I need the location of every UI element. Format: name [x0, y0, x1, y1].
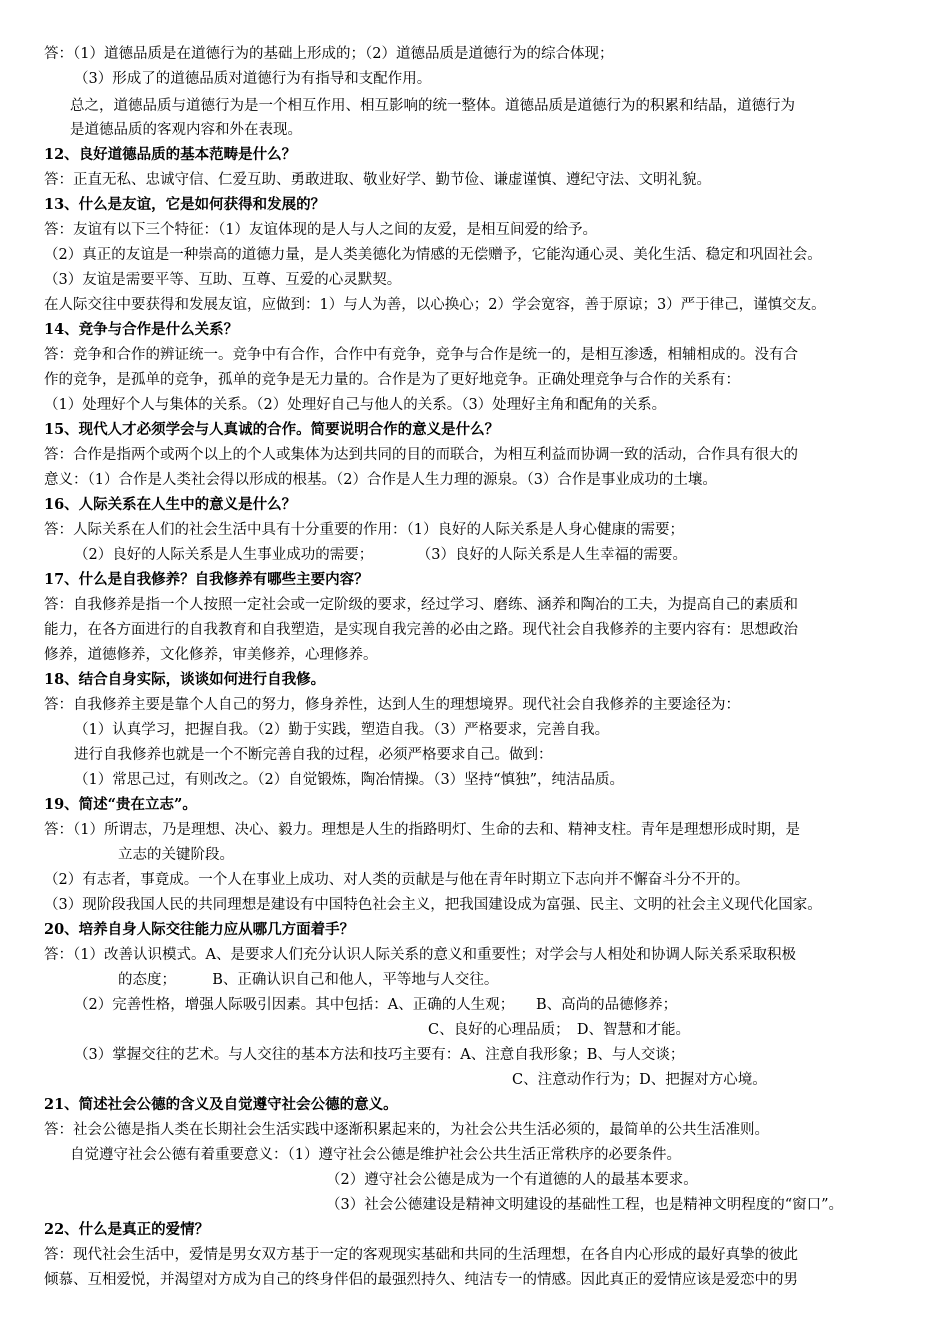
text-line: 在人际交往中要获得和发展友谊，应做到：1）与人为善，以心换心；2）学会宽容，善于原谅；3）严于律己，谨慎交友。 — [44, 297, 826, 313]
question-heading: 16、人际关系在人生中的意义是什么？ — [44, 496, 297, 513]
text-line: （3）友谊是需要平等、互助、互尊、互爱的心灵默契。 — [44, 272, 402, 288]
question-heading: 20、培养自身人际交往能力应从哪几方面着手？ — [44, 921, 355, 938]
text-line: 自觉遵守社会公德有着重要意义：（1）遵守社会公德是维护社会公共生活正常秩序的必要条件。 — [70, 1147, 681, 1163]
text-line: 意义：（1）合作是人类社会得以形成的根基。（2）合作是人生力理的源泉。（3）合作是事业成功的土壤。 — [44, 472, 717, 488]
question-heading: 21、简述社会公德的含义及自觉遵守社会公德的意义。 — [44, 1096, 398, 1113]
question-heading: 19、简述“贵在立志”。 — [44, 796, 197, 813]
text-line: （2）完善性格，增强人际吸引因素。其中包括：A、正确的人生观； B、高尚的品德修养； — [74, 997, 678, 1013]
text-line: C、注意动作行为；D、把握对方心境。 — [512, 1072, 767, 1088]
text-line: 是道德品质的客观内容和外在表现。 — [70, 122, 302, 138]
text-line: 答：自我修养主要是靠个人自己的努力，修身养性，达到人生的理想境界。现代社会自我修养的主要途径为： — [44, 697, 740, 713]
text-line: 修养，道德修养，文化修养，审美修养，心理修养。 — [44, 647, 378, 663]
text-line: （2）遵守社会公德是成为一个有道德的人的最基本要求。 — [326, 1172, 698, 1188]
text-line: 答：竞争和合作的辨证统一。竞争中有合作，合作中有竞争，竞争与合作是统一的，是相互渗透，相辅相成的。没有合 — [44, 347, 798, 363]
text-line: （3）社会公德建设是精神文明建设的基础性工程，也是精神文明程度的“窗口”。 — [326, 1197, 844, 1213]
text-line: （2）真正的友谊是一种崇高的道德力量，是人类美德化为情感的无偿赠予，它能沟通心灵、美化生活、稳定和巩固社会。 — [44, 247, 822, 263]
text-line: 立志的关键阶段。 — [118, 847, 234, 863]
text-line: 答：自我修养是指一个人按照一定社会或一定阶级的要求，经过学习、磨练、涵养和陶冶的工夫，为提高自己的素质和 — [44, 597, 798, 613]
text-line: 倾慕、互相爱悦，并渴望对方成为自己的终身伴侣的最强烈持久、纯洁专一的情感。因此真正的爱情应该是爱恋中的男 — [44, 1272, 798, 1288]
text-line: 作的竞争，是孤单的竞争，孤单的竞争是无力量的。合作是为了更好地竞争。正确处理竞争与合作的关系有： — [44, 372, 740, 388]
text-line: 答：正直无私、忠诚守信、仁爱互助、勇敢进取、敬业好学、勤节俭、谦虚谨慎、遵纪守法、文明礼貌。 — [44, 172, 711, 188]
text-line: 能力，在各方面进行的自我教育和自我塑造，是实现自我完善的必由之路。现代社会自我修养的主要内容有：思想政治 — [44, 622, 798, 638]
text-line: 的态度； B、正确认识自己和他人，平等地与人交往。 — [118, 972, 499, 988]
question-heading: 14、竞争与合作是什么关系？ — [44, 321, 239, 338]
text-line: 答：合作是指两个或两个以上的个人或集体为达到共同的目的而联合，为相互利益而协调一致的活动，合作具有很大的 — [44, 447, 798, 463]
text-line: （3）掌握交往的艺术。与人交往的基本方法和技巧主要有：A、注意自我形象；B、与人交谈； — [74, 1047, 685, 1063]
text-line: （3）形成了的道德品质对道德行为有指导和支配作用。 — [74, 71, 432, 87]
text-line: 答：（1）所谓志，乃是理想、决心、毅力。理想是人生的指路明灯、生命的去和、精神支柱。青年是理想形成时期，是 — [44, 822, 800, 838]
text-line: （1）认真学习，把握自我。（2）勤于实践，塑造自我。（3）严格要求，完善自我。 — [74, 722, 610, 738]
text-line: 进行自我修养也就是一个不断完善自我的过程，必须严格要求自己。做到： — [74, 747, 553, 763]
question-heading: 17、什么是自我修养？自我修养有哪些主要内容？ — [44, 571, 369, 588]
question-heading: 13、什么是友谊，它是如何获得和发展的？ — [44, 196, 326, 213]
text-line: 答：社会公德是指人类在长期社会生活实践中逐渐积累起来的，为社会公共生活必须的，最简单的公共生活准则。 — [44, 1122, 769, 1138]
text-line: 答：现代社会生活中，爱情是男女双方基于一定的客观现实基础和共同的生活理想，在各自内心形成的最好真挚的彼此 — [44, 1247, 798, 1263]
question-heading: 12、良好道德品质的基本范畴是什么？ — [44, 146, 297, 163]
text-line: 答：友谊有以下三个特征：（1）友谊体现的是人与人之间的友爱，是相互间爱的给予。 — [44, 222, 597, 238]
text-line: （1）处理好个人与集体的关系。（2）处理好自己与他人的关系。（3）处理好主角和配角的关系。 — [44, 397, 667, 413]
text-line: 答：（1）道德品质是在道德行为的基础上形成的；（2）道德品质是道德行为的综合体现； — [44, 46, 614, 62]
text-line: 答：人际关系在人们的社会生活中具有十分重要的作用：（1）良好的人际关系是人身心健康的需要； — [44, 522, 684, 538]
text-line: （2）有志者，事竟成。一个人在事业上成功、对人类的贡献是与他在青年时期立下志向并不懈奋斗分不开的。 — [44, 872, 750, 888]
text-line: （1）常思己过，有则改之。（2）自觉锻炼，陶冶情操。（3）坚持“慎独”，纯洁品质。 — [74, 772, 624, 788]
text-line: 总之，道德品质与道德行为是一个相互作用、相互影响的统一整体。道德品质是道德行为的积累和结晶，道德行为 — [70, 98, 795, 114]
text-line: （2）良好的人际关系是人生事业成功的需要； （3）良好的人际关系是人生幸福的需要。 — [74, 547, 687, 563]
question-heading: 15、现代人才必须学会与人真诚的合作。简要说明合作的意义是什么？ — [44, 421, 500, 438]
text-line: （3）现阶段我国人民的共同理想是建设有中国特色社会主义，把我国建设成为富强、民主、文明的社会主义现代化国家。 — [44, 897, 822, 913]
question-heading: 18、结合自身实际，谈谈如何进行自我修。 — [44, 671, 326, 688]
question-heading: 22、什么是真正的爱情？ — [44, 1221, 210, 1238]
text-line: 答：（1）改善认识模式。A、是要求人们充分认识人际关系的意义和重要性；对学会与人相处和协调人际关系采取积极 — [44, 947, 796, 963]
text-line: C、良好的心理品质； D、智慧和才能。 — [428, 1022, 690, 1038]
